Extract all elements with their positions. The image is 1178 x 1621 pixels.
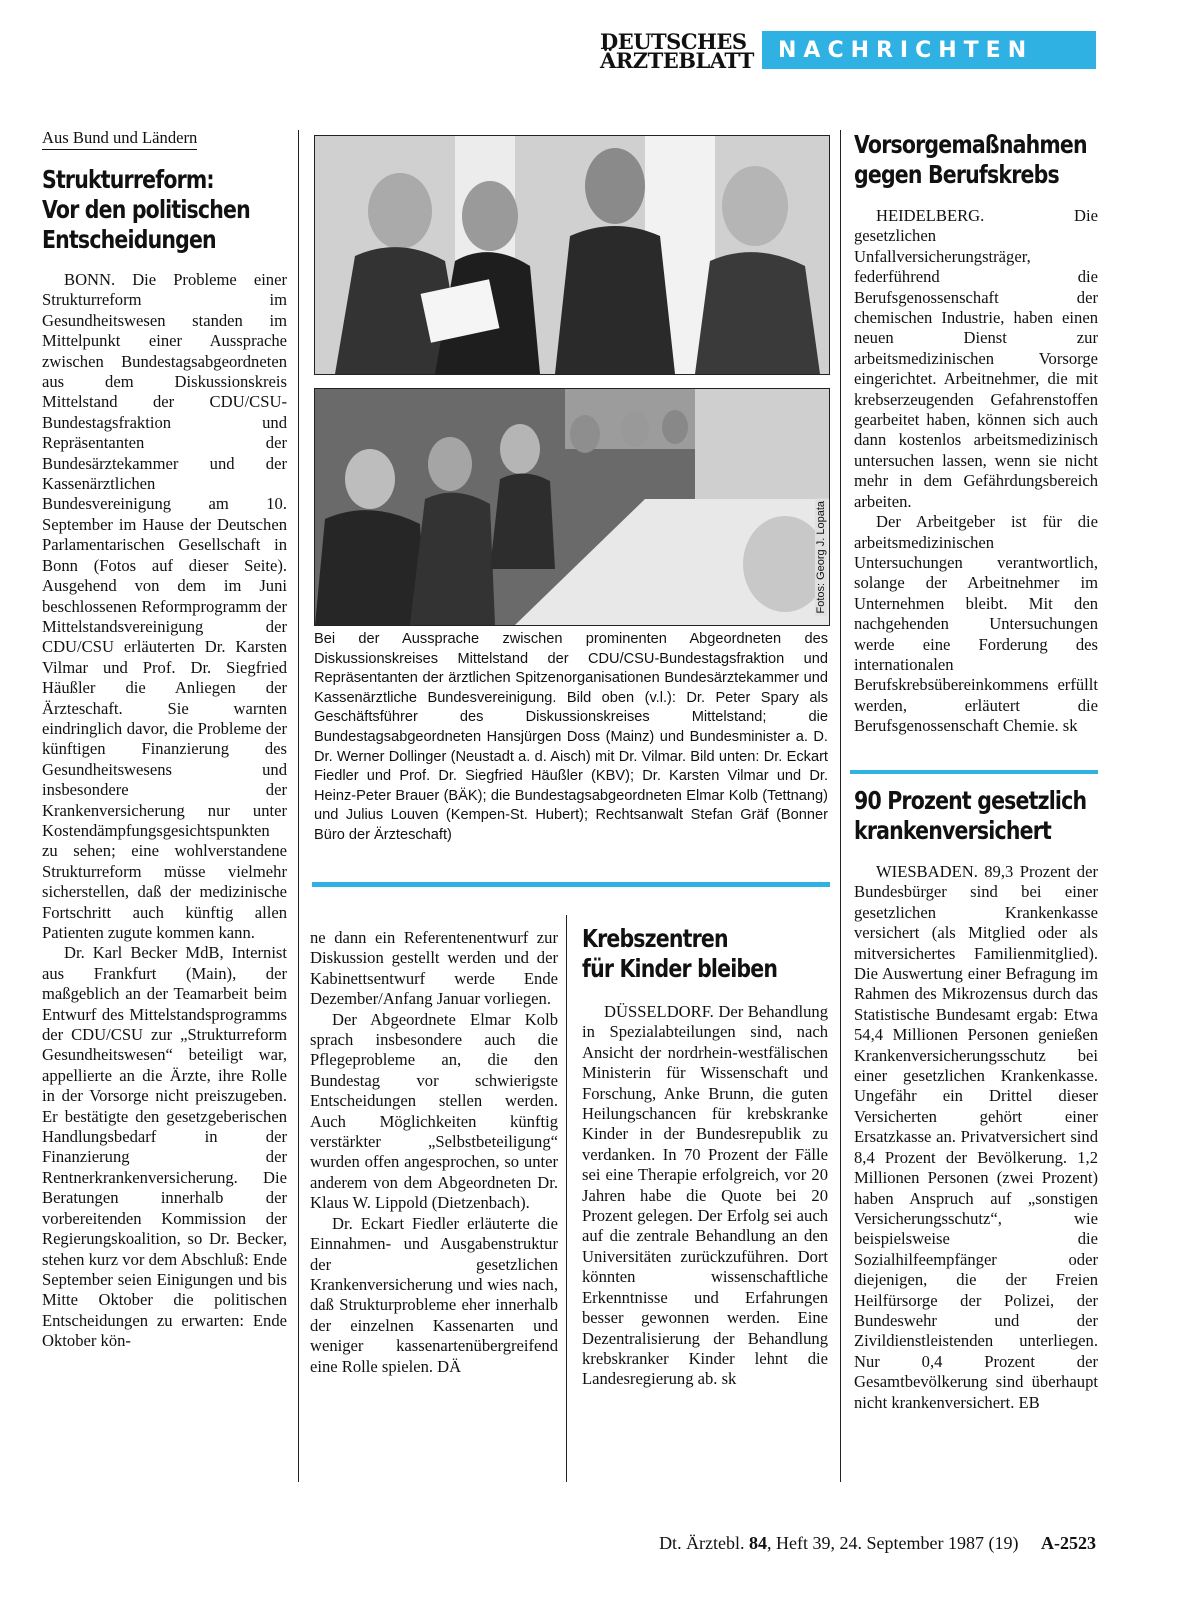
article1-column2: ne dann ein Referentenentwurf zur Diskussion gestellt werden und der Kabinettsentwurf werde Ende Dezember/Anfang Januar vorliegen. Der Abgeordnete Elmar Kolb sprach insbesondere auch die Pflegeprobleme an, die den Bundestag vor schwierigste Entscheidungen stellen werden. Auch Möglichkeiten künftig verstärkter „Selbstbeteiligung“ wurden offen angesprochen, so unter anderem von dem Abgeordneten Dr. Klaus W. Lippold (Dietzenbach). Dr. Eckart Fiedler erläuterte die Einnahmen- und Ausgabenstruktur der gesetzlichen Krankenversicherung und wies nach, daß Strukturprobleme eher innerhalb der einzelnen Kassenarten und weniger kassenartenübergreifend eine Rolle spielen. DÄ (310, 928, 558, 1376)
article2-headline: Krebszentren für Kinder bleiben (582, 924, 778, 983)
photo-bottom (314, 388, 830, 626)
article1-column1: BONN. Die Probleme einer Strukturreform im Gesundheitswesen standen im Mittelpunkt einer Aussprache zwischen Bundestagsabgeordneten aus dem Diskussionskreis Mittelstand der CDU/CSU-Bundestagsfraktion und Repräsentanten der Bundesärztekammer und der Kassenärztlichen Bundesvereinigung am 10. September im Hause der Deutschen Parlamentarischen Gesellschaft in Bonn (Fotos auf dieser Seite). Ausgehend von dem im Juni beschlossenen Reformprogramm der Mittelstandsvereinigung der CDU/CSU erläuterten Dr. Karsten Vilmar und Prof. Dr. Siegfried Häußler die Anliegen der Ärzteschaft. Sie warnten eindringlich davor, die Probleme der künftigen Finanzierung des Gesundheitswesens und insbesondere der Krankenversicherung nur unter Kostendämpfungsgesichtspunkten zu sehen; eine wohlverstandene Strukturreform müsse vielmehr sicherstellen, daß der medizinische Fortschritt auch künftig allen Patienten zugute kommen kann. Dr. Karl Becker MdB, Internist aus Frankfurt (Main), der maßgeblich an der Teamarbeit beim Entwurf des Mittelstandsprogramms der CDU/CSU zur „Strukturreform Gesundheitswesen“ beteiligt war, appellierte an die Ärzte, ihre Rolle in der Vorsorge nicht preiszugeben. Er bestätigte den gesetzgeberischen Handlungsbedarf in der Finanzierung der Rentnerkrankenversicherung. Die Beratungen innerhalb der vorbereitenden Kommission der Regierungskoalition, so Dr. Becker, stehen kurz vor dem Abschluß: Ende September seien Einigungen und bis Mitte Oktober die politischen Entscheidungen zu erwarten: Ende Oktober kön- (42, 270, 287, 1351)
brand-line-2: ÄRZTEBLATT (600, 48, 754, 73)
photo-top (314, 135, 830, 375)
column-separator (850, 770, 1098, 774)
photo-caption: Bei der Aussprache zwischen prominenten Abgeordneten des Diskussionskreises Mittelstand der CDU/CSU-Bundestagsfraktion und Repräsentanten der ärztlichen Spitzenorganisationen Bundesärztekammer und Kassenärztliche Bundesvereinigung. Bild oben (v.l.): Dr. Peter Spary als Geschäftsführer des Diskussionskreises Mittelstand; die Bundestagsabgeordneten Hansjürgen Doss (Mainz) und Bundesminister a. D. Dr. Werner Dollinger (Neustadt a. d. Aisch) mit Dr. Vilmar. Bild unten: Dr. Eckart Fiedler und Prof. Dr. Siegfried Häußler (KBV); Dr. Karsten Vilmar und Dr. Heinz-Peter Brauer (BÄK); die Bundestagsabgeordneten Elmar Kolb (Tettnang) und Julius Louven (Kempen-St. Hubert); Rechtsanwalt Stefan Gräf (Bonner Büro der Ärzteschaft) (314, 631, 828, 843)
journal-volume: 84 (749, 1533, 768, 1553)
rubric: Aus Bund und Ländern (42, 128, 292, 148)
section-title: NACHRICHTEN (778, 37, 1034, 63)
photo-top-figures (315, 136, 829, 374)
issue-date: , Heft 39, 24. September 1987 (19) (767, 1533, 1019, 1553)
column-rule-2 (566, 915, 567, 1482)
photo-bottom-figures (315, 389, 829, 625)
article3-headline: Vorsorgemaßnahmen gegen Berufskrebs (854, 130, 1087, 189)
article4-headline: 90 Prozent gesetzlich krankenversichert (854, 786, 1087, 845)
brand-name (600, 29, 754, 73)
article3-body: HEIDELBERG. Die gesetzlichen Unfallversicherungsträger, federführend die Berufsgenossenschaft der chemischen Industrie, haben einen neuen Dienst zur arbeitsmedizinischen Vorsorge eingerichtet. Arbeitnehmer, die mit krebserzeugenden Gefahrenstoffen gearbeitet haben, können sich auch dann kostenlos arbeitsmedizinisch untersuchen lassen, wenn sie nicht mehr in dem Gefährdungsbereich arbeiten. Der Arbeitgeber ist für die arbeitsmedizinischen Untersuchungen verantwortlich, solange der Arbeitnehmer im Unternehmen bleibt. Mit den nachgehenden Untersuchungen werde eine Forderung des internationalen Berufskrebsübereinkommens erfüllt werden, erläutert die Berufsgenossenschaft Chemie. sk (854, 206, 1098, 736)
page-number: A-2523 (1041, 1533, 1096, 1553)
article2-body: DÜSSELDORF. Der Behandlung in Spezialabteilungen sind, nach Ansicht der nordrhein-westfälischen Ministerin für Wissenschaft und Forschung, Anke Brunn, die guten Heilungschancen für krebskranke Kinder in der Bundesrepublik zu verdanken. In 70 Prozent der Fälle sei eine Therapie erfolgreich, vor 20 Jahren habe die Quote bei 20 Prozent gelegen. Der Erfolg sei auch auf die zentrale Behandlung an den Universitäten zurückzuführen. Dort könnten wissenschaftliche Erkenntnisse und Erfahrungen besser gewonnen werden. Eine Dezentralisierung der Behandlung krebskranker Kinder lehnt die Landesregierung ab. sk (582, 1002, 828, 1389)
page-footer (659, 1533, 1096, 1554)
journal-name: Dt. Ärztebl. (659, 1533, 745, 1553)
article1-headline: Strukturreform: Vor den politischen Entscheidungen (42, 165, 250, 254)
section-banner (762, 31, 1096, 69)
section-separator (312, 882, 830, 887)
column-rule-3 (840, 130, 841, 1482)
article4-body: WIESBADEN. 89,3 Prozent der Bundesbürger sind bei einer gesetzlichen Krankenkasse versichert (als Mitglied oder als mitversichertes Familienmitglied). Die Auswertung einer Befragung im Rahmen des Mikrozensus durch das Statistische Bundesamt ergab: Etwa 54,4 Millionen Personen genießen Krankenversicherungsschutz bei einer gesetzlichen Krankenkasse. Ungefähr ein Drittel dieser Versicherten gehört einer Ersatzkasse an. Privatversichert sind 8,4 Prozent der Bevölkerung. 1,2 Millionen Personen (zwei Prozent) haben Anspruch auf „sonstigen Versicherungsschutz“, wie beispielsweise die Sozialhilfeempfänger oder diejenigen, die der Freien Heilfürsorge der Polizei, der Bundeswehr und der Zivildienstleistenden unterliegen. Nur 0,4 Prozent der Gesamtbevölkerung sind überhaupt nicht krankenversichert. EB (854, 862, 1098, 1412)
column-rule-1 (298, 130, 299, 1482)
brand-line-1: DEUTSCHES (600, 29, 747, 54)
photo-credit: Fotos: Georg J. Lopata (815, 501, 827, 614)
